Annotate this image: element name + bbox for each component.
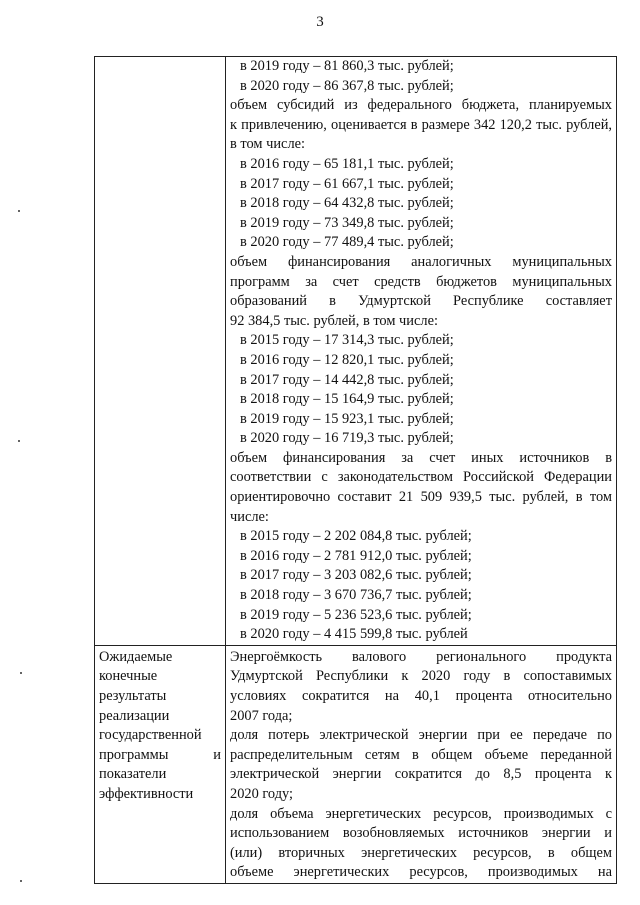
year-line: в 2020 году – 4 415 599,8 тыс. рублей: [240, 626, 468, 643]
year-line: в 2019 году – 73 349,8 тыс. рублей;: [240, 214, 454, 231]
scan-speck: [18, 440, 20, 442]
label-line: программы и: [99, 746, 221, 763]
label-line: конечные: [99, 668, 158, 685]
year-line: в 2019 году – 15 923,1 тыс. рублей;: [240, 410, 454, 427]
year-line: в 2019 году – 5 236 523,6 тыс. рублей;: [240, 606, 472, 623]
scan-speck: [18, 210, 20, 212]
page-number: 3: [316, 14, 324, 30]
financing-text-cell: [226, 57, 617, 646]
subsidies-text-line: к привлечению, оценивается в размере 342 120,2 тыс. рублей,: [230, 116, 612, 133]
scan-speck: [20, 672, 22, 674]
results-text-line: распределительным сетям в общем объеме переданной: [230, 746, 612, 763]
year-line: в 2015 году – 2 202 084,8 тыс. рублей;: [240, 528, 472, 545]
other-sources-text-line: соответствии с законодательством Российской Федерации: [230, 469, 612, 486]
year-line: в 2016 году – 2 781 912,0 тыс. рублей;: [240, 547, 472, 564]
municipal-text-line: программ за счет средств бюджетов муниципальных: [230, 273, 612, 290]
year-line: в 2017 году – 14 442,8 тыс. рублей;: [240, 371, 454, 388]
results-text-line: 2007 года;: [230, 707, 293, 724]
other-sources-text-line: числе:: [230, 508, 269, 525]
results-text-line: условиях сократится на 40,1 процента относительно: [230, 688, 612, 704]
label-line: эффективности: [99, 785, 194, 802]
label-line: результаты: [99, 688, 167, 704]
results-text-cell: [226, 645, 617, 883]
results-row: [95, 645, 617, 883]
year-line: в 2017 году – 3 203 082,6 тыс. рублей;: [240, 567, 472, 584]
other-sources-text-line: ориентировочно составит 21 509 939,5 тыс. рублей, в том: [230, 489, 612, 506]
results-text-line: электрической энергии сократится до 8,5 процента к: [230, 766, 612, 783]
municipal-text-line: образований в Удмуртской Республике составляет: [230, 293, 612, 310]
municipal-text-line: 92 384,5 тыс. рублей, в том числе:: [230, 312, 438, 329]
results-text-line: Удмуртской Республики к 2020 году в сопоставимых: [230, 668, 612, 685]
results-text-line: Энергоёмкость валового регионального продукта: [230, 648, 612, 665]
year-line: в 2017 году – 61 667,1 тыс. рублей;: [240, 175, 454, 192]
results-text-line: использованием возобновляемых источников энергии и: [230, 825, 612, 842]
year-line: в 2020 году – 16 719,3 тыс. рублей;: [240, 430, 454, 447]
results-text-line: (или) вторичных энергетических ресурсов, в общем: [230, 844, 612, 861]
year-line: в 2020 году – 86 367,8 тыс. рублей;: [240, 77, 454, 94]
other-sources-text-line: объем финансирования за счет иных источников в: [230, 449, 612, 466]
results-text-line: 2020 году;: [230, 785, 294, 802]
year-line: в 2018 году – 3 670 736,7 тыс. рублей;: [240, 587, 472, 604]
subsidies-text-line: объем субсидий из федерального бюджета, планируемых: [230, 97, 612, 114]
label-line: Ожидаемые: [99, 648, 173, 665]
year-line: в 2018 году – 64 432,8 тыс. рублей;: [240, 195, 454, 212]
scan-speck: [20, 880, 22, 882]
label-line: показатели: [99, 766, 167, 783]
year-line: в 2016 году – 65 181,1 тыс. рублей;: [240, 155, 454, 172]
subsidies-text-line: в том числе:: [230, 136, 306, 153]
passport-table: [94, 56, 617, 884]
year-line: в 2020 году – 77 489,4 тыс. рублей;: [240, 234, 454, 251]
results-text-line: объеме энергетических ресурсов, производимых на: [230, 864, 612, 881]
year-line: в 2016 году – 12 820,1 тыс. рублей;: [240, 351, 454, 368]
year-line: в 2019 году – 81 860,3 тыс. рублей;: [240, 58, 454, 74]
results-label-cell: [95, 645, 226, 883]
label-line: реализации: [99, 707, 170, 724]
results-text-line: доля объема энергетических ресурсов, производимых с: [230, 805, 612, 822]
label-line: государственной: [99, 727, 202, 744]
year-line: в 2015 году – 17 314,3 тыс. рублей;: [240, 332, 454, 349]
municipal-text-line: объем финансирования аналогичных муниципальных: [230, 253, 612, 270]
year-line: в 2018 году – 15 164,9 тыс. рублей;: [240, 391, 454, 408]
financing-row: [95, 57, 617, 646]
financing-label-cell: [95, 57, 226, 646]
results-text-line: доля потерь электрической энергии при ее передаче по: [230, 727, 612, 744]
